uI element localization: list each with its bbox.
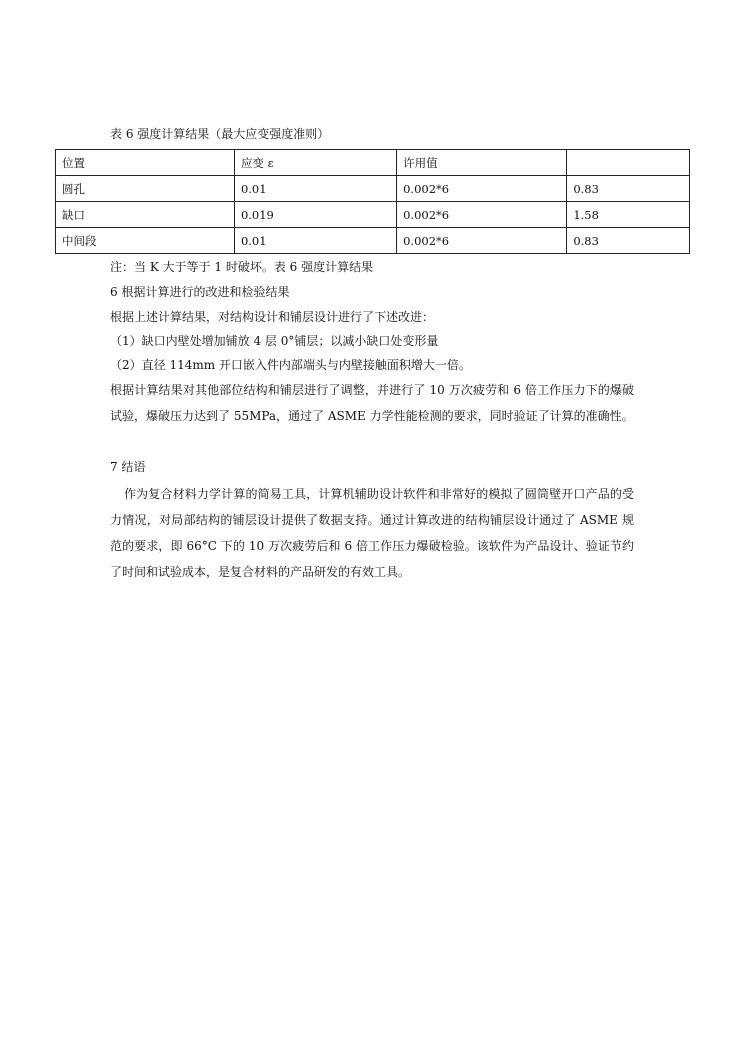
table-cell: 缺口: [56, 202, 235, 228]
section-6-intro: 根据上述计算结果，对结构设计和铺层设计进行了下述改进：: [110, 310, 435, 324]
table-cell: 0.019: [234, 202, 396, 228]
header-cell-ratio: [567, 150, 690, 176]
section-7-heading: 7 结语: [110, 460, 146, 474]
section-6-heading: 6 根据计算进行的改进和检验结果: [110, 285, 290, 299]
table-cell: 0.01: [234, 176, 396, 202]
table-cell: 0.002*6: [397, 176, 567, 202]
improvement-item-1: （1）缺口内壁处增加铺放 4 层 0°铺层；以减小缺口处变形量: [110, 334, 439, 348]
table-row: [56, 228, 690, 254]
table-cell: 圆孔: [56, 176, 235, 202]
table-cell: 1.58: [567, 202, 690, 228]
table-cell: 0.002*6: [397, 228, 567, 254]
table-cell: 0.83: [567, 176, 690, 202]
table-row: [56, 176, 690, 202]
table-header-row: [56, 150, 690, 176]
table-cell: 中间段: [56, 228, 235, 254]
table-cell: 0.83: [567, 228, 690, 254]
table-cell: 0.002*6: [397, 202, 567, 228]
header-cell-position: 位置: [56, 150, 235, 176]
section-6-paragraph: 根据计算结果对其他部位结构和铺层进行了调整，并进行了 10 万次疲劳和 6 倍工作压力下的爆破试验，爆破压力达到了 55MPa，通过了 ASME 力学性能检测的要求，同时验证了计算的准确性。: [110, 383, 634, 423]
improvement-item-2: （2）直径 114mm 开口嵌入件内部端头与内壁接触面积增大一倍。: [110, 358, 471, 372]
table-cell: 0.01: [234, 228, 396, 254]
header-cell-strain: 应变 ε: [234, 150, 396, 176]
header-cell-allowable: 许用值: [397, 150, 567, 176]
strength-results-table: [55, 149, 690, 254]
table-note: 注：当 K 大于等于 1 时破坏。表 6 强度计算结果: [110, 260, 374, 274]
section-7-paragraph: 作为复合材料力学计算的简易工具，计算机辅助设计软件和非常好的模拟了圆筒壁开口产品的受力情况，对局部结构的铺层设计提供了数据支持。通过计算改进的结构铺层设计通过了 ASME 规范的要求，即 66°C 下的 10 万次疲劳后和 6 倍工作压力爆破检验。该软件为产品设计、验证节约了时间和试验成本，是复合材料的产品研发的有效工具。: [110, 487, 634, 579]
table-row: [56, 202, 690, 228]
table-caption: 表 6 强度计算结果（最大应变强度准则）: [110, 127, 330, 141]
